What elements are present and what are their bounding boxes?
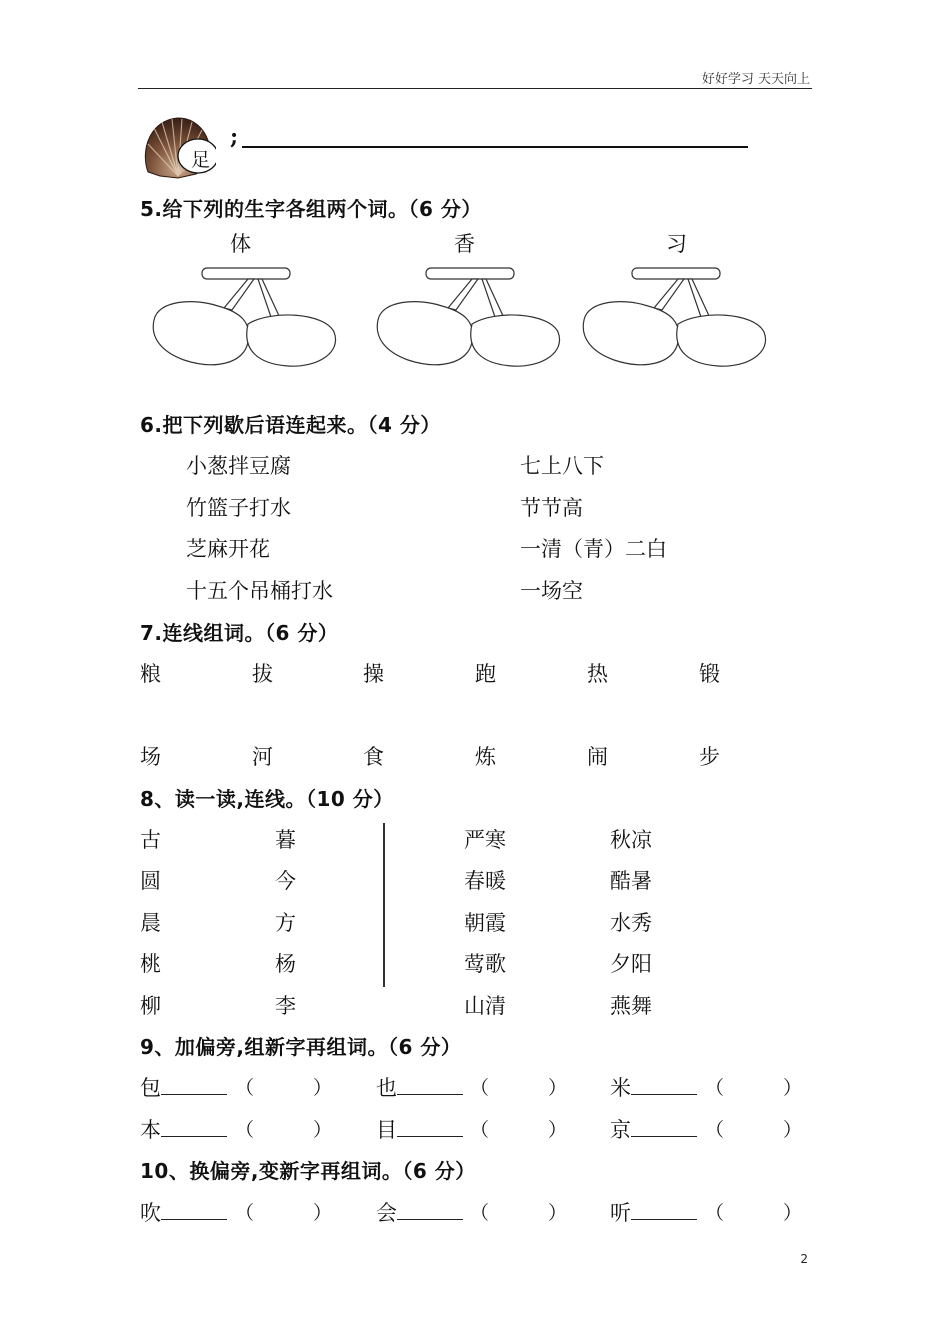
q7-top-char[interactable]: 操 [363, 662, 384, 686]
q9-item [140, 1072, 227, 1102]
answer-semicolon: ; [230, 124, 239, 150]
q6-right-item[interactable]: 一清（青）二白 [520, 537, 667, 561]
q9-item [376, 1114, 463, 1144]
q9-paren-close: ） [548, 1119, 568, 1141]
q6-right-item[interactable]: 节节高 [520, 496, 583, 520]
q10-base-char: 听 [610, 1201, 631, 1225]
q10-paren-close: ） [783, 1202, 803, 1224]
q8-col1-char[interactable]: 柳 [140, 994, 161, 1018]
q9-item [610, 1072, 697, 1102]
page-number: 2 [800, 1252, 808, 1266]
q8-col4-word[interactable]: 酷暑 [610, 869, 652, 893]
q8-column-divider [383, 823, 385, 987]
q9-paren-close: ） [313, 1077, 333, 1099]
cherry-answer-box-1[interactable] [148, 262, 340, 374]
q8-col1-char[interactable]: 桃 [140, 952, 161, 976]
radical-blank[interactable] [397, 1201, 463, 1220]
cherry-answer-box-2[interactable] [372, 262, 564, 374]
q8-col3-word[interactable]: 严寒 [464, 828, 506, 852]
q10-paren-close: ） [313, 1202, 333, 1224]
q9-item [376, 1072, 463, 1102]
q9-paren-close: ） [783, 1077, 803, 1099]
q8-col3-word[interactable]: 山清 [464, 994, 506, 1018]
q9-item [140, 1114, 227, 1144]
shell-character: 足 [191, 149, 211, 171]
q9-paren-open: （ [470, 1077, 490, 1099]
q7-top-char[interactable]: 粮 [140, 662, 161, 686]
q8-col2-char[interactable]: 李 [275, 994, 296, 1018]
q7-title: 7.连线组词。（6 分） [140, 621, 339, 645]
q10-item [610, 1197, 697, 1227]
q7-bottom-char[interactable]: 场 [140, 745, 161, 769]
q6-left-item[interactable]: 十五个吊桶打水 [186, 579, 333, 603]
q9-base-char: 也 [376, 1076, 397, 1100]
q10-title: 10、换偏旁,变新字再组词。（6 分） [140, 1159, 476, 1183]
q8-col3-word[interactable]: 莺歌 [464, 952, 506, 976]
q10-item [140, 1197, 227, 1227]
radical-blank[interactable] [161, 1076, 227, 1095]
q8-col1-char[interactable]: 圆 [140, 869, 161, 893]
q9-paren-close: ） [783, 1119, 803, 1141]
q10-paren-close: ） [548, 1202, 568, 1224]
q8-col1-char[interactable]: 古 [140, 828, 161, 852]
q5-char-1: 体 [230, 232, 251, 256]
q5-title: 5.给下列的生字各组两个词。（6 分） [140, 197, 482, 221]
q7-bottom-char[interactable]: 炼 [475, 745, 496, 769]
q10-base-char: 吹 [140, 1201, 161, 1225]
q6-title: 6.把下列歇后语连起来。（4 分） [140, 413, 441, 437]
q8-col2-char[interactable]: 杨 [275, 952, 296, 976]
q7-top-char[interactable]: 跑 [475, 662, 496, 686]
q6-left-item[interactable]: 芝麻开花 [186, 537, 270, 561]
q10-paren-open: （ [235, 1202, 255, 1224]
q8-col1-char[interactable]: 晨 [140, 911, 161, 935]
q9-title: 9、加偏旁,组新字再组词。（6 分） [140, 1035, 462, 1059]
answer-line[interactable] [242, 146, 748, 148]
q5-char-3: 习 [666, 232, 687, 256]
q5-char-2: 香 [454, 232, 475, 256]
radical-blank[interactable] [631, 1076, 697, 1095]
q9-base-char: 米 [610, 1076, 631, 1100]
q8-col2-char[interactable]: 今 [275, 869, 296, 893]
radical-blank[interactable] [161, 1118, 227, 1137]
q10-item [376, 1197, 463, 1227]
q8-col3-word[interactable]: 春暖 [464, 869, 506, 893]
q6-right-item[interactable]: 七上八下 [520, 454, 604, 478]
q6-left-item[interactable]: 小葱拌豆腐 [186, 454, 291, 478]
header-rule [138, 88, 812, 89]
q8-col2-char[interactable]: 暮 [275, 828, 296, 852]
q7-bottom-char[interactable]: 闹 [587, 745, 608, 769]
radical-blank[interactable] [397, 1118, 463, 1137]
radical-blank[interactable] [631, 1201, 697, 1220]
cherry-answer-box-3[interactable] [578, 262, 770, 374]
q8-col4-word[interactable]: 水秀 [610, 911, 652, 935]
q9-base-char: 包 [140, 1076, 161, 1100]
q7-bottom-char[interactable]: 食 [363, 745, 384, 769]
q8-col4-word[interactable]: 燕舞 [610, 994, 652, 1018]
q9-base-char: 京 [610, 1118, 631, 1142]
q8-col4-word[interactable]: 秋凉 [610, 828, 652, 852]
header-slogan: 好好学习 天天向上 [701, 72, 810, 87]
radical-blank[interactable] [397, 1076, 463, 1095]
radical-blank[interactable] [161, 1201, 227, 1220]
q9-paren-open: （ [235, 1119, 255, 1141]
q7-top-char[interactable]: 热 [587, 662, 608, 686]
q9-paren-open: （ [705, 1119, 725, 1141]
q9-paren-close: ） [313, 1119, 333, 1141]
q9-base-char: 目 [376, 1118, 397, 1142]
q9-paren-open: （ [235, 1077, 255, 1099]
q9-base-char: 本 [140, 1118, 161, 1142]
q8-col4-word[interactable]: 夕阳 [610, 952, 652, 976]
q9-paren-close: ） [548, 1077, 568, 1099]
q6-left-item[interactable]: 竹篮子打水 [186, 496, 291, 520]
q7-top-char[interactable]: 锻 [699, 662, 720, 686]
q9-paren-open: （ [470, 1119, 490, 1141]
q7-top-char[interactable]: 拔 [252, 662, 273, 686]
q8-col3-word[interactable]: 朝霞 [464, 911, 506, 935]
q7-bottom-char[interactable]: 河 [252, 745, 273, 769]
q9-paren-open: （ [705, 1077, 725, 1099]
q10-paren-open: （ [705, 1202, 725, 1224]
q6-right-item[interactable]: 一场空 [520, 579, 583, 603]
q8-title: 8、读一读,连线。（10 分） [140, 787, 394, 811]
q10-base-char: 会 [376, 1201, 397, 1225]
q7-bottom-char[interactable]: 步 [699, 745, 720, 769]
radical-blank[interactable] [631, 1118, 697, 1137]
q8-col2-char[interactable]: 方 [275, 911, 296, 935]
q9-item [610, 1114, 697, 1144]
q10-paren-open: （ [470, 1202, 490, 1224]
